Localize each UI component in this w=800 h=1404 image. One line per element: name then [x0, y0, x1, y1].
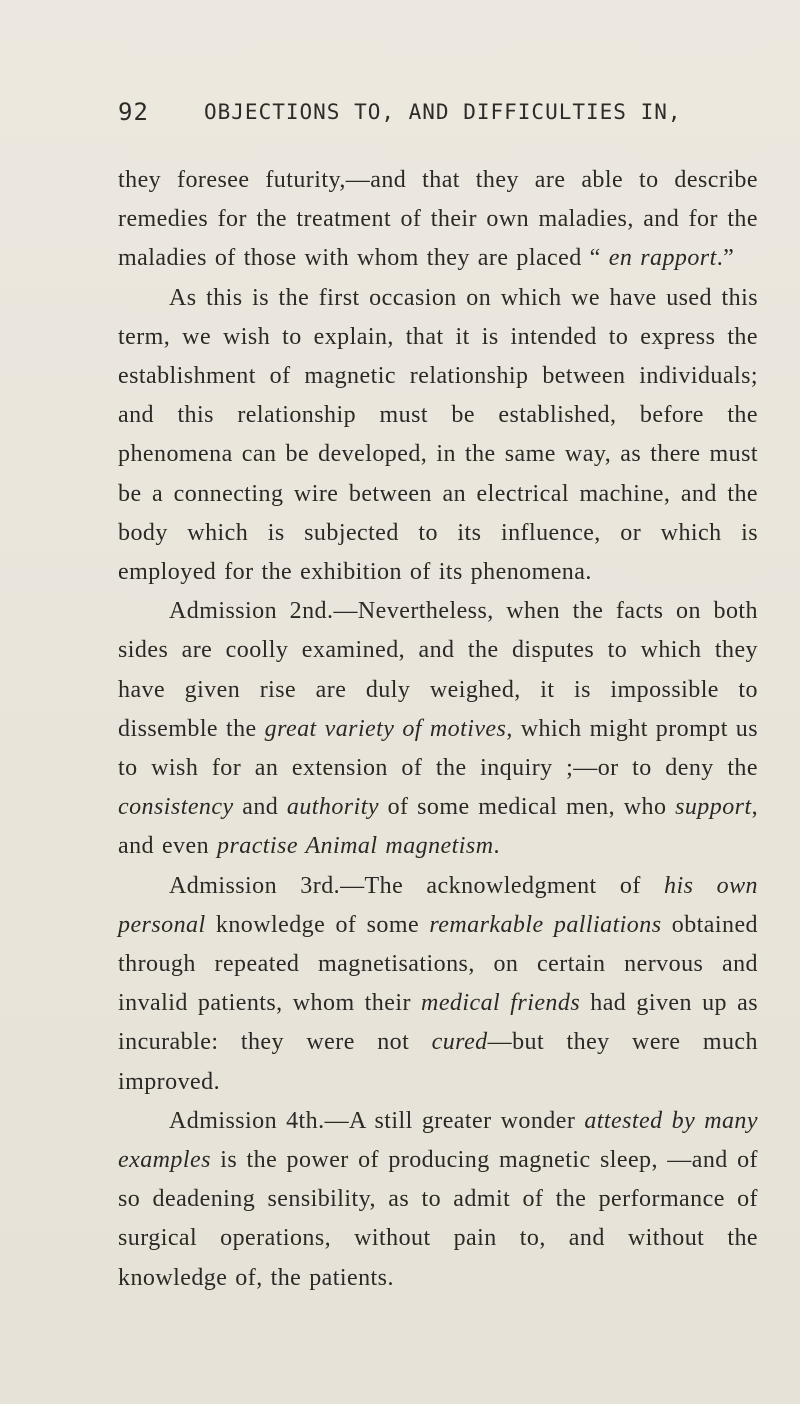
italic-run: attested by many examples	[118, 1107, 758, 1174]
italic-run: medical friends	[421, 990, 581, 1017]
text-run: of some medical men, who	[378, 794, 676, 821]
italic-run: remarkable palliations	[429, 911, 662, 938]
italic-run: cured	[431, 1029, 488, 1056]
italic-run: support	[675, 794, 752, 821]
text-run: —but they were much improved.	[118, 1029, 758, 1095]
text-run: obtained through repeated magnetisations, on certain nervous and invalid patients, whom their	[118, 911, 758, 1017]
italic-run: consistency	[118, 794, 234, 821]
body-text	[118, 161, 758, 1298]
italic-run: his own personal	[118, 872, 758, 938]
italic-run: authority	[286, 794, 379, 821]
text-run: , which might prompt us to wish for an extension of the inquiry ;—or to deny the	[118, 715, 759, 782]
paragraph-admission-3rd	[118, 867, 758, 1102]
paragraph-admission-2nd	[118, 592, 758, 866]
text-run: they foresee futurity,—and that they are able to describe remedies for the treatment of their own maladies, and for the maladies of those with whom they are placed “	[118, 167, 758, 272]
page-number: 92	[118, 98, 149, 126]
text-run: and	[233, 794, 287, 821]
page-header	[118, 98, 738, 138]
paragraph-term-explanation	[118, 279, 758, 593]
text-run: .	[493, 833, 500, 860]
text-run: knowledge of some	[205, 911, 430, 938]
text-run: had given up as incurable: they were not	[118, 990, 758, 1056]
italic-run: practise Animal magnetism	[217, 833, 494, 860]
italic-run: en rapport	[608, 245, 717, 272]
running-head: OBJECTIONS TO, AND DIFFICULTIES IN,	[204, 100, 682, 124]
text-run: is the power of producing magnetic sleep, —and of so deadening sensibility, as to admit of the performance of surgical operations, without pain to, and without the knowledge of, the patients.	[118, 1147, 758, 1291]
text-run: As this is the first occasion on which we have used this term, we wish to explain, that it is intended to express the establishment of magnetic relationship between individuals; and this relationship must be established, before the phenomena can be developed, in the same way, as there must be a connecting wire between an electrical machine, and the body which is subjected to its influence, or which is employed for the exhibition of its phenomena.	[118, 284, 758, 586]
italic-run: great variety of motives	[264, 715, 507, 742]
text-run: Admission 3rd.—The acknowledgment of	[169, 872, 665, 899]
paragraph-admission-4th	[118, 1102, 758, 1298]
paragraph-continuation	[118, 161, 758, 279]
text-run: Admission 4th.—A still greater wonder	[169, 1107, 585, 1134]
text-run: , and even	[118, 794, 759, 860]
text-run: .”	[716, 245, 735, 272]
text-run: Admission 2nd.—Nevertheless, when the facts on both sides are coolly examined, and the disputes to which they have given rise are duly weighed, it is impossible to dissemble the	[118, 598, 758, 742]
